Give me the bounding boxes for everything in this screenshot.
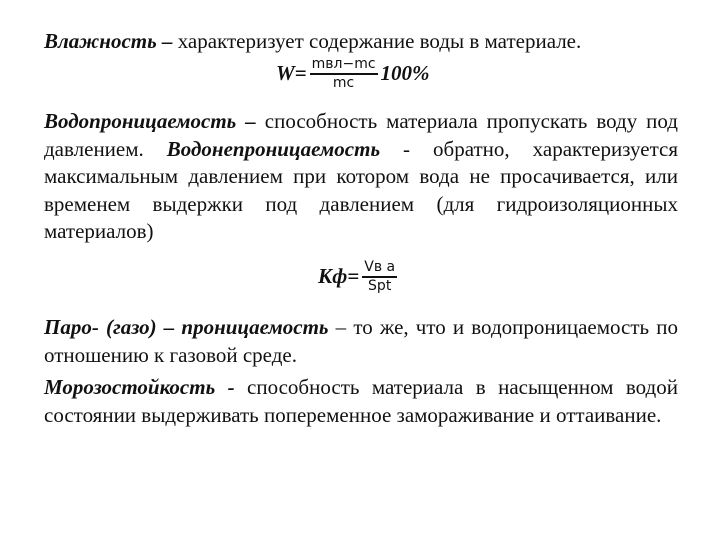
moisture-dash: – bbox=[156, 29, 178, 53]
frost-resistance-definition: способность материала в насыщенном водой состоянии выдерживать попеременное замораживание и оттаивание. bbox=[44, 375, 678, 427]
moisture-term: Влажность bbox=[44, 29, 157, 53]
vapor-permeability-paragraph bbox=[44, 314, 678, 369]
water-permeability-definition: способность материала пропускать воду под давлением. bbox=[44, 109, 678, 161]
formula-k-numerator: Vв a bbox=[364, 259, 396, 275]
moisture-definition: характеризует содержание воды в материале. bbox=[177, 29, 582, 53]
water-permeability-term: Водопроницаемость bbox=[44, 109, 237, 133]
water-permeability-dash: – bbox=[236, 109, 265, 133]
formula-w-denominator: mc bbox=[332, 74, 355, 91]
formula-w-rhs: 100% bbox=[380, 61, 430, 86]
formula-k-lhs: Кф= bbox=[318, 264, 360, 289]
water-permeability-paragraph bbox=[44, 108, 678, 246]
filtration-formula bbox=[318, 259, 400, 295]
vapor-permeability-definition: – то же, что и водопроницаемость по отношению к газовой среде. bbox=[44, 315, 678, 367]
formula-w-fraction bbox=[310, 56, 378, 92]
frost-resistance-paragraph bbox=[44, 374, 678, 429]
formula-w-numerator: mвл−mc bbox=[311, 56, 376, 72]
moisture-formula bbox=[276, 56, 430, 92]
moisture-paragraph bbox=[44, 28, 678, 56]
formula-w-lhs: W= bbox=[276, 61, 307, 86]
formula-k-fraction bbox=[362, 259, 397, 295]
frost-resistance-term: Морозостойкость - bbox=[44, 375, 235, 399]
waterproofness-definition: - обратно, характеризуется максимальным давлением при котором вода не просачивается, или временем выдержки под давлением (для гидроизоляционных материалов) bbox=[44, 136, 678, 243]
waterproofness-term: Водонепроницаемость bbox=[166, 136, 381, 161]
vapor-permeability-term: Паро- (газо) – проницаемость bbox=[44, 315, 329, 339]
formula-k-denominator: Spt bbox=[368, 277, 392, 294]
